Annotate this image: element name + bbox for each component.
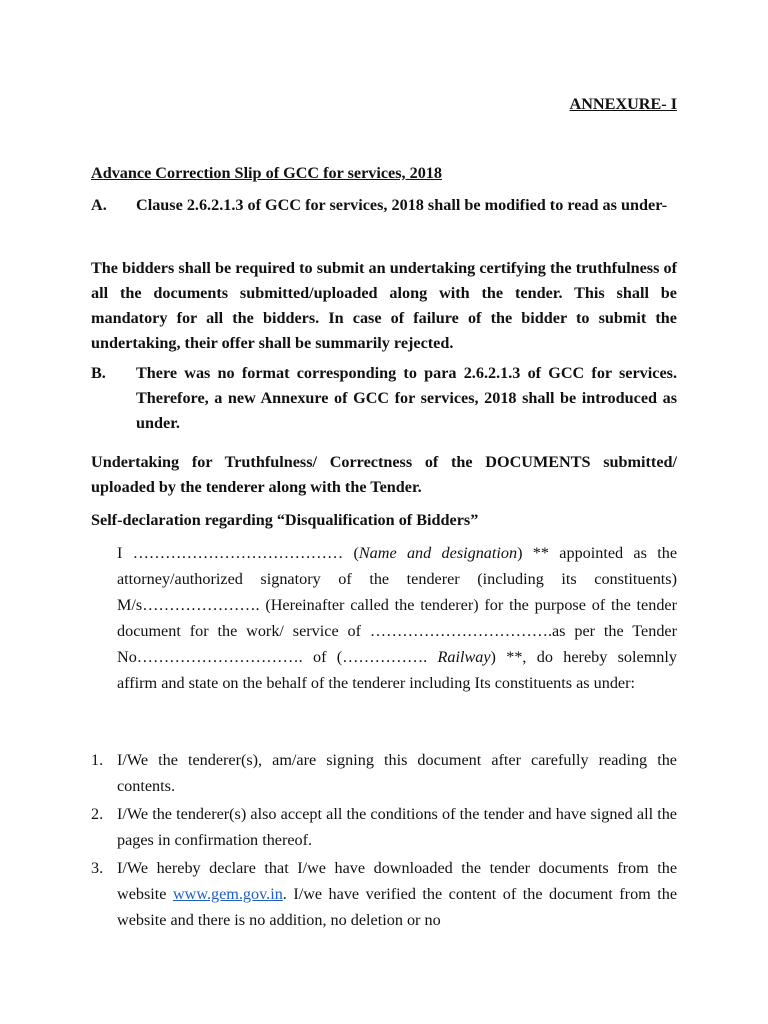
correction-slip-title: Advance Correction Slip of GCC for services, 2018 bbox=[91, 164, 442, 182]
gem-website-link[interactable]: www.gem.gov.in bbox=[172, 885, 283, 903]
list-item bbox=[91, 747, 677, 799]
declaration-part3: ) **, do hereby solemnly affirm and state on the behalf of the tenderer including Its constituents as under: bbox=[117, 648, 677, 692]
name-designation-placeholder: Name and designation bbox=[358, 544, 518, 562]
item-a-marker: A. bbox=[91, 196, 107, 214]
annexure-title: ANNEXURE- I bbox=[569, 95, 677, 113]
item-a bbox=[91, 193, 677, 218]
list-item-number: 2. bbox=[91, 805, 104, 823]
bidders-paragraph: The bidders shall be required to submit an undertaking certifying the truthfulness of all the documents submitted/uploaded along with the tender. This shall be mandatory for all the bidders. In case of failure of the bidder to submit the undertaking, their offer shall be summarily rejected. bbox=[91, 259, 677, 352]
declaration-part1: I ………………………………… ( bbox=[117, 544, 359, 562]
item-b-marker: B. bbox=[91, 364, 106, 382]
declaration-paragraph bbox=[117, 540, 677, 696]
list-item-text-before: I/We hereby declare that I/we have downloaded the tender documents from the website bbox=[117, 859, 677, 903]
list-item-text: I/We the tenderer(s) also accept all the conditions of the tender and have signed all the pages in confirmation thereof. bbox=[117, 805, 677, 849]
railway-placeholder: Railway bbox=[437, 648, 491, 666]
declaration-part2: ) ** appointed as the attorney/authorized signatory of the tenderer (including its constituents) M/s…………………. (Hereinafter called the tenderer) for the purpose of the tender document for the work/ service of …………………………….as per the Tender No…………………………. of (……………. bbox=[117, 544, 678, 666]
item-a-text: Clause 2.6.2.1.3 of GCC for services, 2018 shall be modified to read as under- bbox=[136, 196, 668, 214]
list-item bbox=[91, 855, 677, 933]
list-item-text-after: . I/we have verified the content of the document from the website and there is no addition, no deletion or no bbox=[117, 885, 677, 929]
list-item-number: 1. bbox=[91, 751, 104, 769]
self-declaration-heading: Self-declaration regarding “Disqualification of Bidders” bbox=[91, 511, 479, 529]
undertaking-heading: Undertaking for Truthfulness/ Correctness of the DOCUMENTS submitted/ uploaded by the tenderer along with the Tender. bbox=[91, 453, 677, 496]
list-item bbox=[91, 801, 677, 853]
list-item-text: I/We the tenderer(s), am/are signing this document after carefully reading the contents. bbox=[117, 751, 677, 795]
item-b bbox=[91, 361, 677, 436]
list-item-number: 3. bbox=[91, 859, 104, 877]
item-b-text: There was no format corresponding to para 2.6.2.1.3 of GCC for services. Therefore, a new Annexure of GCC for services, 2018 shall be introduced as under. bbox=[136, 364, 677, 432]
declaration-points bbox=[91, 747, 677, 935]
